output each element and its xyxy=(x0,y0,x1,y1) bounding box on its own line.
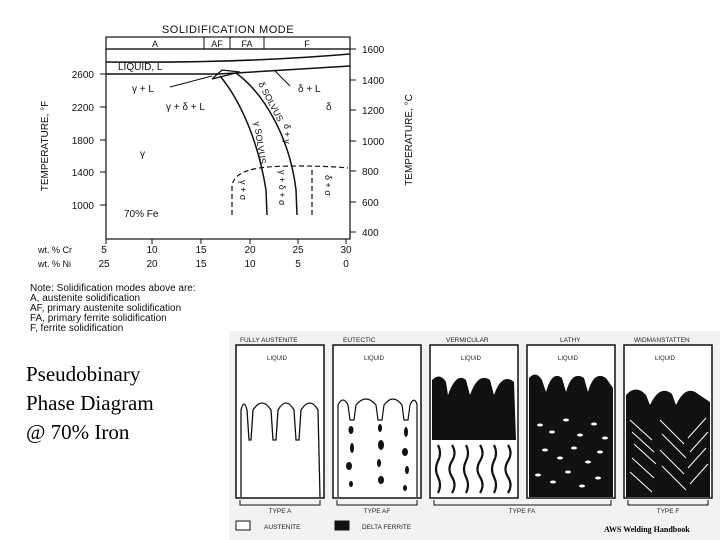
celsius-ticks xyxy=(350,49,356,232)
gamma-l-label: γ + L xyxy=(132,84,154,95)
type-label-a: TYPE A xyxy=(268,508,292,515)
title-line: Phase Diagram xyxy=(26,391,154,415)
panel-vermicular xyxy=(430,337,518,498)
slide-title xyxy=(26,360,226,447)
panel-frame xyxy=(333,345,421,498)
panel-header: LATHY xyxy=(560,337,581,344)
c-tick-1200: 1200 xyxy=(362,106,385,117)
c-tick-400: 400 xyxy=(362,228,379,239)
notes-block xyxy=(30,283,196,334)
panel-liquid-label: LIQUID xyxy=(461,356,482,362)
mode-label-a: A xyxy=(151,39,159,49)
type-label-af: TYPE AF xyxy=(363,508,391,515)
ferrite-legend-label: DELTA FERRITE xyxy=(362,524,412,531)
note-line: F, ferrite solidification xyxy=(30,323,124,334)
gamma-sigma-label: γ + σ xyxy=(238,180,248,201)
cr-tick-15: 15 xyxy=(195,245,207,256)
mode-label-f: F xyxy=(304,39,310,49)
note-line: AF, primary austenite solidification xyxy=(30,303,182,314)
panel-frame xyxy=(236,345,324,498)
panel-header: EUTECTIC xyxy=(343,337,376,344)
ni-tick-10: 10 xyxy=(244,259,256,270)
c-tick-1400: 1400 xyxy=(362,76,385,87)
c-tick-1600: 1600 xyxy=(362,45,385,56)
mode-label-af: AF xyxy=(211,39,223,49)
austenite-swatch xyxy=(236,521,250,530)
gamma-delta-sigma-label: γ + δ + σ xyxy=(277,170,287,206)
f-tick-1000: 1000 xyxy=(71,201,94,212)
cr-tick-20: 20 xyxy=(244,245,256,256)
delta-gamma-label: δ + γ xyxy=(282,124,292,144)
panel-fully-austenite xyxy=(236,337,324,498)
austenite-legend-label: AUSTENITE xyxy=(264,524,301,531)
solidification-mode-title: SOLIDIFICATION MODE xyxy=(161,24,295,36)
f-tick-2600: 2600 xyxy=(71,70,94,81)
c-tick-600: 600 xyxy=(362,198,379,209)
note-line: A, austenite solidification xyxy=(30,293,141,304)
panel-lathy xyxy=(527,337,615,498)
gamma-solvus-label: γ SOLVUS xyxy=(252,120,268,165)
f-tick-2200: 2200 xyxy=(71,103,94,114)
ni-tick-0: 0 xyxy=(343,259,349,270)
ni-tick-20: 20 xyxy=(146,259,158,270)
delta-l-label: δ + L xyxy=(298,84,321,95)
c-tick-1000: 1000 xyxy=(362,137,385,148)
composition-label: 70% Fe xyxy=(124,209,159,220)
panel-liquid-label: LIQUID xyxy=(558,356,579,362)
panel-liquid-label: LIQUID xyxy=(267,356,288,362)
type-label-fa: TYPE FA xyxy=(508,508,536,515)
mode-header-box xyxy=(106,37,350,49)
ferrite-dendrites xyxy=(432,376,516,440)
note-line: Note: Solidification modes above are: xyxy=(30,283,196,294)
ni-tick-15: 15 xyxy=(195,259,207,270)
panel-liquid-label: LIQUID xyxy=(364,356,385,362)
title-line: @ 70% Iron xyxy=(26,420,130,444)
f-tick-1800: 1800 xyxy=(71,136,94,147)
delta-sigma-label: δ + σ xyxy=(323,175,333,196)
ni-tick-25: 25 xyxy=(98,259,110,270)
panel-widmanstatten xyxy=(624,337,712,498)
cr-tick-25: 25 xyxy=(292,245,304,256)
ni-tick-5: 5 xyxy=(295,259,301,270)
delta-region-label: δ xyxy=(326,102,332,113)
source-credit: AWS Welding Handbook xyxy=(604,525,690,534)
ni-axis-label: wt. % Ni xyxy=(38,259,72,269)
title-line: Pseudobinary xyxy=(26,362,141,386)
liquidus-line xyxy=(106,54,350,62)
type-label-f: TYPE F xyxy=(656,508,680,515)
left-axis-label: TEMPERATURE, °F xyxy=(40,100,51,192)
gamma-region-label: γ xyxy=(140,149,145,160)
cr-tick-10: 10 xyxy=(146,245,158,256)
c-tick-800: 800 xyxy=(362,167,379,178)
cr-tick-5: 5 xyxy=(101,245,107,256)
f-tick-1400: 1400 xyxy=(71,168,94,179)
note-line: FA, primary ferrite solidification xyxy=(30,313,167,324)
composition-ticks xyxy=(106,239,346,244)
three-phase-triangle xyxy=(212,70,240,79)
panel-header: WIDMANSTATTEN xyxy=(634,337,690,344)
cr-tick-30: 30 xyxy=(340,245,352,256)
panel-eutectic xyxy=(333,337,421,498)
panel-liquid-label: LIQUID xyxy=(655,356,676,362)
gamma-l-leader xyxy=(170,76,212,87)
gamma-delta-l-label: γ + δ + L xyxy=(166,102,205,113)
delta-solvus-label: δ SOLVUS xyxy=(256,80,286,124)
phase-diagram xyxy=(37,24,415,270)
ferrite-swatch xyxy=(335,521,349,530)
panel-header: VERMICULAR xyxy=(446,337,489,344)
fahrenheit-ticks xyxy=(100,74,106,205)
cr-axis-label: wt. % Cr xyxy=(38,245,73,255)
right-axis-label: TEMPERATURE, °C xyxy=(404,94,415,186)
liquid-region-label: LIQUID, L xyxy=(118,62,163,73)
mode-label-fa: FA xyxy=(241,39,253,49)
delta-l-leader xyxy=(274,70,290,86)
panel-header: FULLY AUSTENITE xyxy=(240,337,298,344)
